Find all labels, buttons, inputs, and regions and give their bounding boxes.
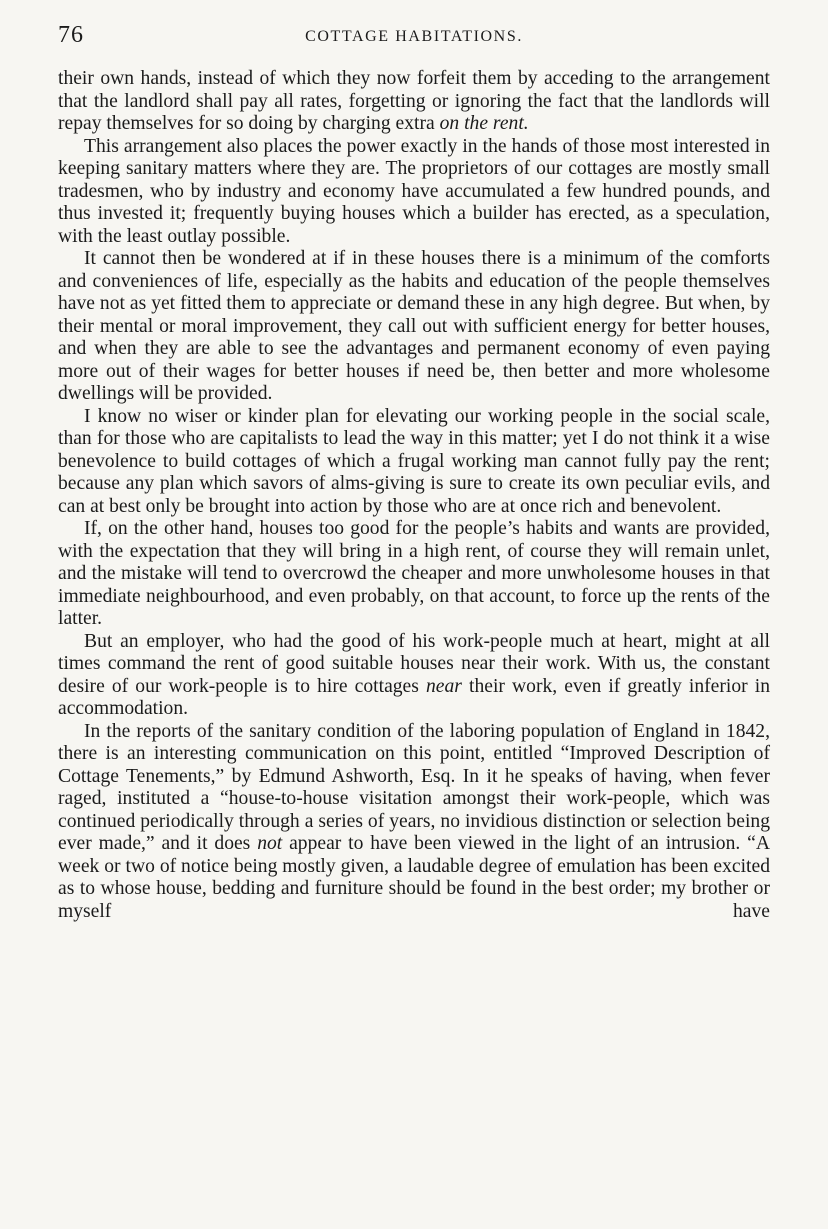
text-run: their work, even if greatly inferior in accommodation. [58,675,770,719]
paragraph [58,248,770,406]
italic-run: not [257,833,283,854]
running-title: COTTAGE HABITATIONS. [305,28,523,45]
italic-run: near [425,675,462,697]
paragraph [58,721,770,924]
text-run: I know no wiser or kinder plan for elevating our working people in the social scale, than for those who are capitalists to lead the way in this matter; yet I do not think it a wise benevolence to build cottages of which a frugal working man cannot fully pay the rent; because any plan which savors of alms-giving is sure to create its own peculiar evils, and can at best only be brought into action by those who are at once rich and benevolent. [58,405,770,517]
text-run: This arrangement also places the power exactly in the hands of those most interested in keeping sanitary matters where they are. The proprietors of our cottages are mostly small tradesmen, who by industry and economy have accumulated a few hundred pounds, and thus invested it; frequently buying houses which a builder has erected, as a speculation, with the least outlay possible. [58,135,770,247]
text-run: appear to have been viewed in the light of an intrusion. “A week or two of notice being mostly given, a laudable degree of emulation has been excited as to whose house, bedding and furniture should be found in the best order; my brother or myself have [58,833,770,922]
paragraph [58,136,770,249]
paragraph [58,68,770,136]
paragraph [58,518,770,631]
text-run: It cannot then be wondered at if in these houses there is a minimum of the comforts and conveniences of life, especially as the habits and education of the people themselves have not as yet fitted them to appreciate or demand these in any high degree. But when, by their mental or moral improvement, they call out with sufficient energy for better houses, and when they are able to see the advantages and permanent economy of even paying more out of their wages for better houses if need be, then better and more wholesome dwellings will be provided. [58,248,770,404]
body-text [58,68,770,923]
text-run: In the reports of the sanitary condition of the laboring population of England in 1842, there is an interesting communication on this point, entitled “Improved Description of Cottage Tenements,” by Edmund Ashworth, Esq. In it he speaks of having, when fever raged, instituted a “house-to-house visitation amongst their work-people, which was continued periodically through a series of years, no invidious distinction or selection being ever made,” and it does [58,720,770,854]
running-head [58,22,770,54]
paragraph [58,406,770,519]
text-run: If, on the other hand, houses too good for the people’s habits and wants are provided, with the expectation that they will bring in a high rent, of course they will remain unlet, and the mistake will tend to overcrowd the cheaper and more unwholesome houses in that immediate neighbourhood, and even probably, on that account, to force up the rents of the latter. [58,518,770,629]
text-run: But an employer, who had the good of his work-people much at heart, might at all times command the rent of good suitable houses near their work. With us, the constant desire of our work-people is to hire cottages [58,630,770,697]
page-number: 76 [58,22,84,48]
book-page [58,22,770,923]
paragraph [58,631,770,721]
italic-run: on the rent. [439,113,529,134]
text-run: their own hands, instead of which they now forfeit them by acceding to the arrangement that the landlord shall pay all rates, forgetting or ignoring the fact that the landlords will repay themselves for so doing by charging extra [58,68,770,134]
